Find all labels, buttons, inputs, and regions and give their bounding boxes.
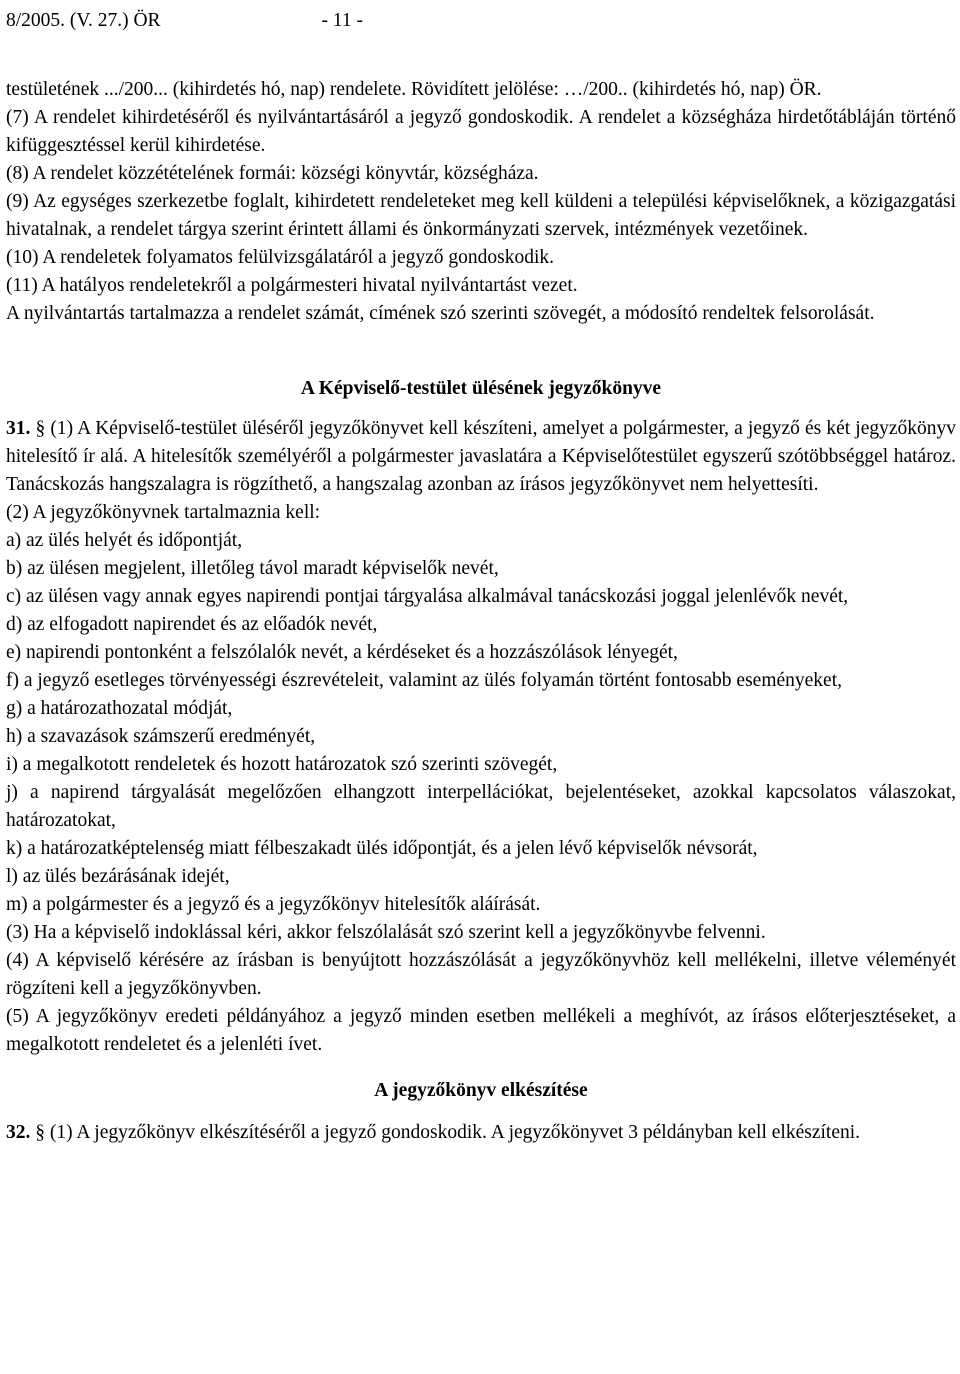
list-line: a) az ülés helyét és időpontját, <box>6 530 243 551</box>
header-document-reference: 8/2005. (V. 27.) ÖR <box>6 10 161 31</box>
list-line: b) az ülésen megjelent, illetőleg távol maradt képviselők nevét, <box>6 558 499 579</box>
paragraph: testületének .../200... (kihirdetés hó, nap) rendelete. Rövidített jelölése: …/200.. (kihirdetés hó, nap) ÖR. <box>6 79 822 100</box>
list-line: c) az ülésen vagy annak egyes napirendi pontjai tárgyalása alkalmával tanácskozási joggal jelenlévők nevét, <box>6 586 849 607</box>
header-page-number: - 11 - <box>321 10 363 31</box>
section-number: 31. <box>6 418 31 439</box>
paragraph: (10) A rendeletek folyamatos felülvizsgálatáról a jegyző gondoskodik. <box>6 247 555 268</box>
paragraph: (8) A rendelet közzétételének formái: községi könyvtár, községháza. <box>6 163 539 184</box>
paragraph: (11) A hatályos rendeletekről a polgármesteri hivatal nyilvántartást vezet. <box>6 275 578 296</box>
list-line: l) az ülés bezárásának idejét, <box>6 866 230 887</box>
paragraph: (7) A rendelet kihirdetéséről és nyilvántartásáról a jegyző gondoskodik. A rendelet a községháza hirdetőtábláján történő kifüggesztéssel kerül kihirdetése. <box>6 107 956 156</box>
list-line: (3) Ha a képviselő indoklással kéri, akkor felszólalását szó szerint kell a jegyzőkönyvbe felvenni. <box>6 922 766 943</box>
section-symbol: § <box>35 1122 45 1143</box>
section-32-text <box>6 1119 956 1147</box>
list-line: h) a szavazások számszerű eredményét, <box>6 726 316 747</box>
page-header <box>6 8 363 34</box>
section-number: 32. <box>6 1122 31 1143</box>
document-body <box>6 76 956 1147</box>
list-line: d) az elfogadott napirendet és az előadók nevét, <box>6 614 378 635</box>
list-line: (5) A jegyzőkönyv eredeti példányához a jegyző minden esetben mellékeli a meghívót, az írásos előterjesztéseket, a megalkotott rendeletet és a jelenléti ívet. <box>6 1006 956 1055</box>
list-line: j) a napirend tárgyalását megelőzően elhangzott interpellációkat, bejelentéseket, azokkal kapcsolatos válaszokat, határozatokat, <box>6 782 956 831</box>
paragraph: (9) Az egységes szerkezetbe foglalt, kihirdetett rendeleteket meg kell küldeni a települési képviselőknek, a közigazgatási hivatalnak, a rendelet tárgya szerint érintett állami és önkormányzati szervek, intézmények vezetőinek. <box>6 191 956 240</box>
list-line: m) a polgármester és a jegyző és a jegyzőkönyv hitelesítők aláírását. <box>6 894 541 915</box>
list-line: g) a határozathozatal módját, <box>6 698 233 719</box>
list-line: f) a jegyző esetleges törvényességi észrevételeit, valamint az ülés folyamán történt fontosabb eseményeket, <box>6 670 843 691</box>
section-symbol: § <box>35 418 46 439</box>
paragraph: A nyilvántartás tartalmazza a rendelet számát, címének szó szerinti szövegét, a módosító rendeltek felsorolását. <box>6 303 875 324</box>
section-31-intro <box>6 415 956 499</box>
list-line: (4) A képviselő kérésére az írásban is benyújtott hozzászólását a jegyzőkönyvhöz kell mellékelni, illetve véleményét rögzíteni kell a jegyzőkönyvben. <box>6 950 956 999</box>
list-line: e) napirendi pontonként a felszólalók nevét, a kérdéseket és a hozzászólások lényegét, <box>6 642 678 663</box>
section-heading: A jegyzőkönyv elkészítése <box>374 1080 588 1101</box>
section-31-text: (1) A Képviselő-testület üléséről jegyzőkönyvet kell készíteni, amelyet a polgármester, a jegyző és két jegyzőkönyv hitelesítő ír alá. A hitelesítők személyéről a polgármester javaslatára a Képviselőtestület egyszerű szótöbbséggel határoz. Tanácskozás hangszalagra is rögzíthető, a hangszalag azonban az írásos jegyzőkönyvet nem helyettesíti. <box>6 418 957 495</box>
list-line: (2) A jegyzőkönyvnek tartalmaznia kell: <box>6 502 321 523</box>
list-line: i) a megalkotott rendeletek és hozott határozatok szó szerinti szövegét, <box>6 754 558 775</box>
section-32-body: (1) A jegyzőkönyv elkészítéséről a jegyző gondoskodik. A jegyzőkönyvet 3 példányban kell elkészíteni. <box>49 1122 861 1143</box>
list-line: k) a határozatképtelenség miatt félbeszakadt ülés időpontját, és a jelen lévő képviselők névsorát, <box>6 838 758 859</box>
section-heading: A Képviselő-testület ülésének jegyzőkönyve <box>300 378 662 399</box>
